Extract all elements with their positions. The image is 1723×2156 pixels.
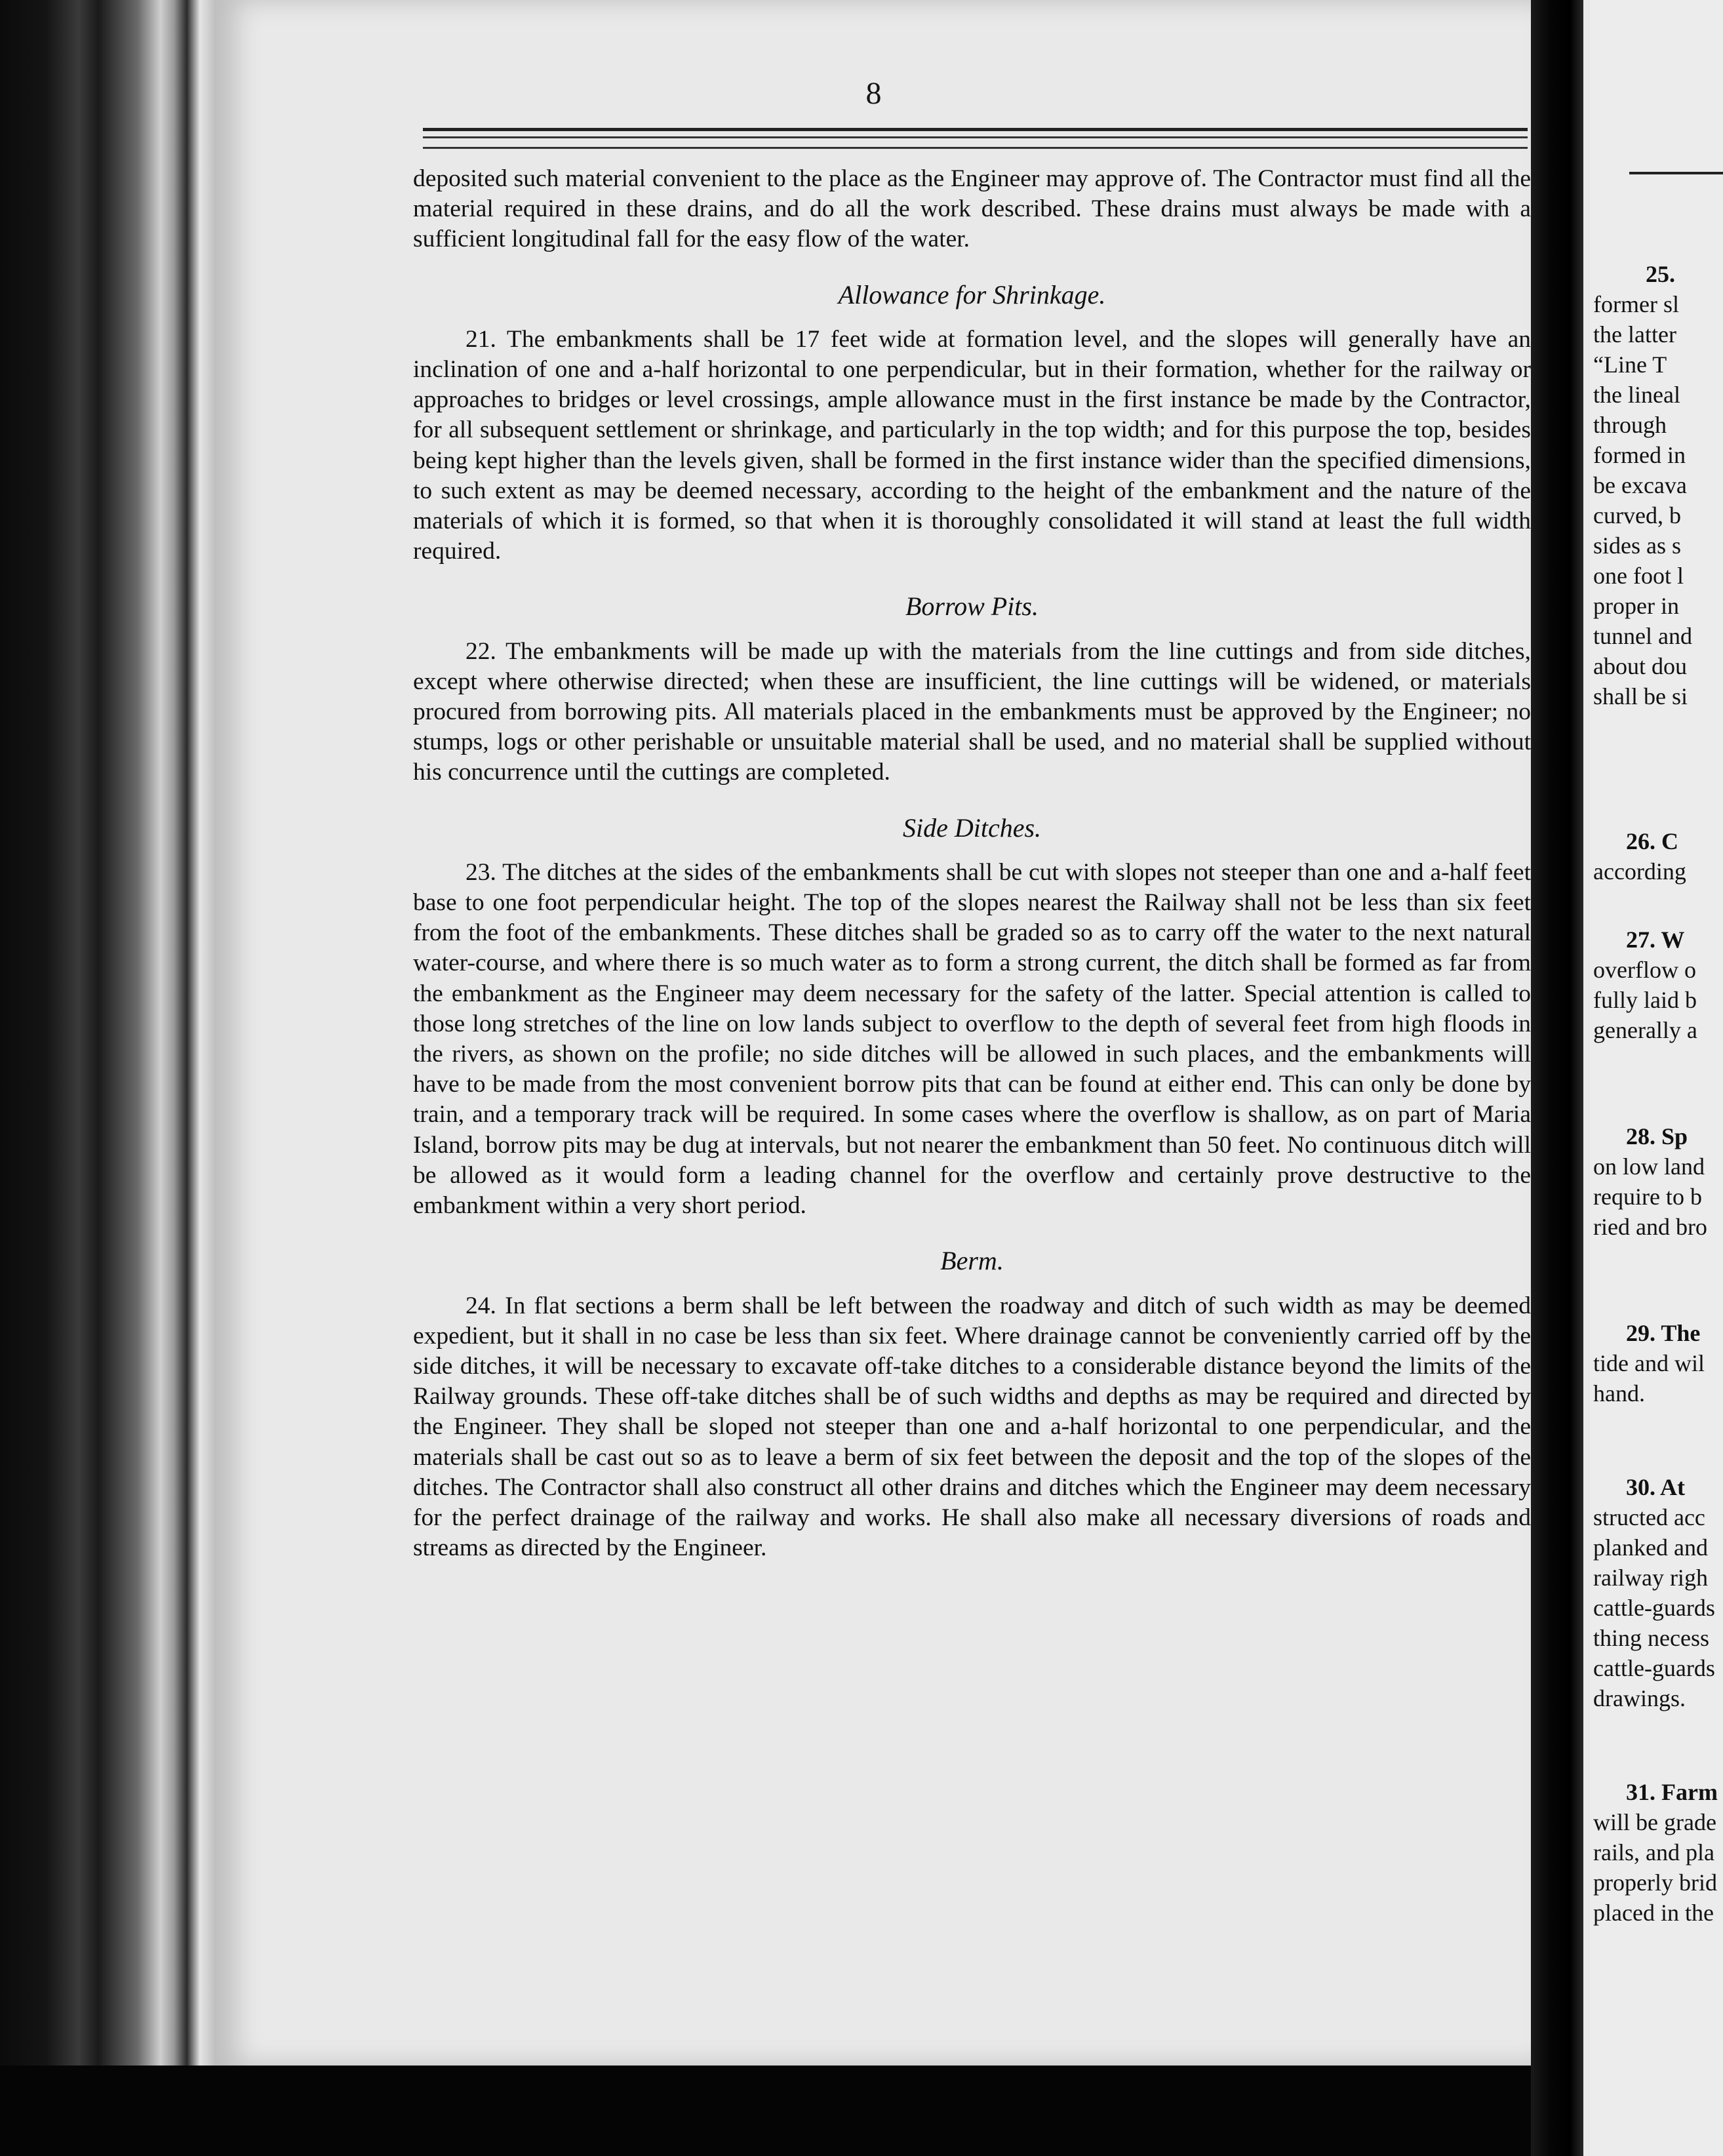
adjacent-page-line: planked and xyxy=(1593,1534,1708,1561)
header-rule xyxy=(423,147,1528,149)
clause-22: 22. The embankments will be made up with the materials from the line cuttings and from side ditches, except where otherwise directed; when these are insufficient, the line cuttings will be widened, or materials procured from borrowing pits. All materials placed in the embankments must be approved by the Engineer; no stumps, logs or other perishable or unsuitable material shall be used, and no material shall be supplied without his concurrence until the cuttings are completed. xyxy=(413,637,1531,786)
section-heading-berm: Berm. xyxy=(940,1246,1004,1276)
section-heading-shrinkage: Allowance for Shrinkage. xyxy=(838,279,1106,309)
adjacent-page-line: through xyxy=(1593,412,1667,438)
adjacent-page-fragment xyxy=(1593,925,1697,1045)
adjacent-page-line: cattle-guards xyxy=(1593,1655,1715,1681)
adjacent-page-line: structed acc xyxy=(1593,1504,1705,1530)
adjacent-page-line: 27. W xyxy=(1626,927,1685,953)
adjacent-page-line: will be grade xyxy=(1593,1809,1716,1835)
adjacent-page-line: one foot l xyxy=(1593,563,1684,589)
adjacent-page-line: on low land xyxy=(1593,1153,1705,1180)
adjacent-page-line: rails, and pla xyxy=(1593,1839,1714,1866)
scan-shadow xyxy=(0,2066,1531,2156)
adjacent-page-line: 28. Sp xyxy=(1626,1123,1688,1149)
adjacent-page-line: be excava xyxy=(1593,472,1687,498)
adjacent-page-line: drawings. xyxy=(1593,1685,1686,1711)
header-rule xyxy=(423,128,1528,131)
adjacent-page-fragment xyxy=(1593,826,1686,887)
page-body xyxy=(413,164,1531,1563)
page xyxy=(216,0,1531,2066)
adjacent-page-line: about dou xyxy=(1593,653,1687,679)
adjacent-page-line: the latter xyxy=(1593,321,1676,348)
adjacent-page-line: 31. Farm xyxy=(1626,1779,1718,1805)
adjacent-page-fragment xyxy=(1593,1121,1707,1242)
adjacent-page-line: formed in xyxy=(1593,442,1686,468)
adjacent-page-line: curved, b xyxy=(1593,502,1681,529)
adjacent-page-line: thing necess xyxy=(1593,1625,1709,1651)
book-binding xyxy=(0,0,216,2156)
adjacent-page-line: generally a xyxy=(1593,1017,1697,1043)
header-rule xyxy=(423,136,1528,138)
adjacent-page-line: shall be si xyxy=(1593,683,1688,709)
adjacent-page-line: overflow o xyxy=(1593,957,1696,983)
adjacent-page-line: placed in the xyxy=(1593,1900,1714,1926)
adjacent-page-line: fully laid b xyxy=(1593,987,1697,1013)
adjacent-page-line: tide and wil xyxy=(1593,1350,1705,1376)
page-number: 8 xyxy=(865,76,882,111)
adjacent-page-line: proper in xyxy=(1593,593,1679,619)
adjacent-page-line: former sl xyxy=(1593,291,1679,317)
opening-paragraph: deposited such material convenient to the place as the Engineer may approve of. The Contractor must find all the material required in these drains, and do all the work described. These drains must always be made with a sufficient longitudinal fall for the easy flow of the water. xyxy=(413,165,1531,253)
adjacent-page-line: hand. xyxy=(1593,1380,1645,1407)
adjacent-page-fragment xyxy=(1593,259,1692,711)
header-rule xyxy=(1629,172,1723,174)
adjacent-page-line: require to b xyxy=(1593,1184,1702,1210)
adjacent-page-line: cattle-guards xyxy=(1593,1595,1715,1621)
adjacent-page-line: sides as s xyxy=(1593,532,1681,559)
adjacent-page-line: properly brid xyxy=(1593,1869,1717,1896)
adjacent-page xyxy=(1583,0,1723,2156)
clause-23: 23. The ditches at the sides of the embankments shall be cut with slopes not steeper than one and a-half feet base to one foot perpendicular height. The top of the slopes nearest the Railway shall not be less than six feet from the foot of the embankments. These ditches shall be graded so as to carry off the water to the next natural water-course, and where there is so much water as to form a strong current, the ditch shall be formed as far from the embankment as the Engineer may deem necessary for the safety of the latter. Special attention is called to those long stretches of the line on low lands subject to overflow to the depth of several feet from high floods in the rivers, as shown on the profile; no side ditches will be allowed in such places, and the embankments will have to be made from the most convenient borrow pits that can be found at either end. This can only be done by train, and a temporary track will be required. In some cases where the overflow is shallow, as on part of Maria Island, borrow pits may be dug at intervals, but not nearer the embankment than 50 feet. No continuous ditch will be allowed as it would form a leading channel for the overflow and certainly prove destructive to the embankment within a very short period. xyxy=(413,858,1531,1220)
adjacent-page-line: 26. C xyxy=(1626,828,1678,854)
adjacent-page-line: tunnel and xyxy=(1593,623,1692,649)
adjacent-page-fragment xyxy=(1593,1472,1715,1713)
adjacent-page-fragment xyxy=(1593,1318,1705,1408)
adjacent-page-line: according xyxy=(1593,858,1686,885)
adjacent-page-fragment xyxy=(1593,1777,1718,1928)
adjacent-page-line: the lineal xyxy=(1593,382,1680,408)
section-heading-side-ditches: Side Ditches. xyxy=(902,812,1042,843)
adjacent-page-line: railway righ xyxy=(1593,1565,1708,1591)
clause-21: 21. The embankments shall be 17 feet wide at formation level, and the slopes will generally have an inclination of one and a-half horizontal to one perpendicular, but in their formation, whether for the railway or approaches to bridges or level crossings, ample allowance must in the first instance be made by the Contractor, for all subsequent settlement or shrinkage, and particularly in the top width; and for this purpose the top, besides being kept higher than the levels given, shall be formed in the first instance wider than the specified dimensions, to such extent as may be deemed necessary, according to the height of the embankment and the nature of the materials of which it is formed, so that when it is thoroughly consolidated it will stand at least the full width required. xyxy=(413,325,1531,565)
page-gutter xyxy=(1531,0,1583,2156)
adjacent-page-line: 30. At xyxy=(1626,1474,1685,1500)
clause-24: 24. In flat sections a berm shall be left between the roadway and ditch of such width as may be deemed expedient, but it shall in no case be less than six feet. Where drainage cannot be conveniently carried off by the side ditches, it will be necessary to excavate off-take ditches to a considerable distance beyond the limits of the Railway grounds. These off-take ditches shall be of such widths and depths as may be required and directed by the Engineer. They shall be sloped not steeper than one and a-half horizontal to one perpendicular, and the materials shall be cast out so as to leave a berm of six feet between the deposit and the top of the slopes of the ditches. The Contractor shall also construct all other drains and ditches which the Engineer may deem necessary for the perfect drainage of the railway and works. He shall also make all necessary diversions of roads and streams as directed by the Engineer. xyxy=(413,1292,1531,1562)
adjacent-page-line: 29. The xyxy=(1626,1320,1701,1346)
adjacent-page-line: 25. xyxy=(1646,261,1675,287)
section-heading-borrow-pits: Borrow Pits. xyxy=(905,591,1039,622)
adjacent-page-line: ried and bro xyxy=(1593,1214,1707,1240)
adjacent-page-line: “Line T xyxy=(1593,351,1667,378)
